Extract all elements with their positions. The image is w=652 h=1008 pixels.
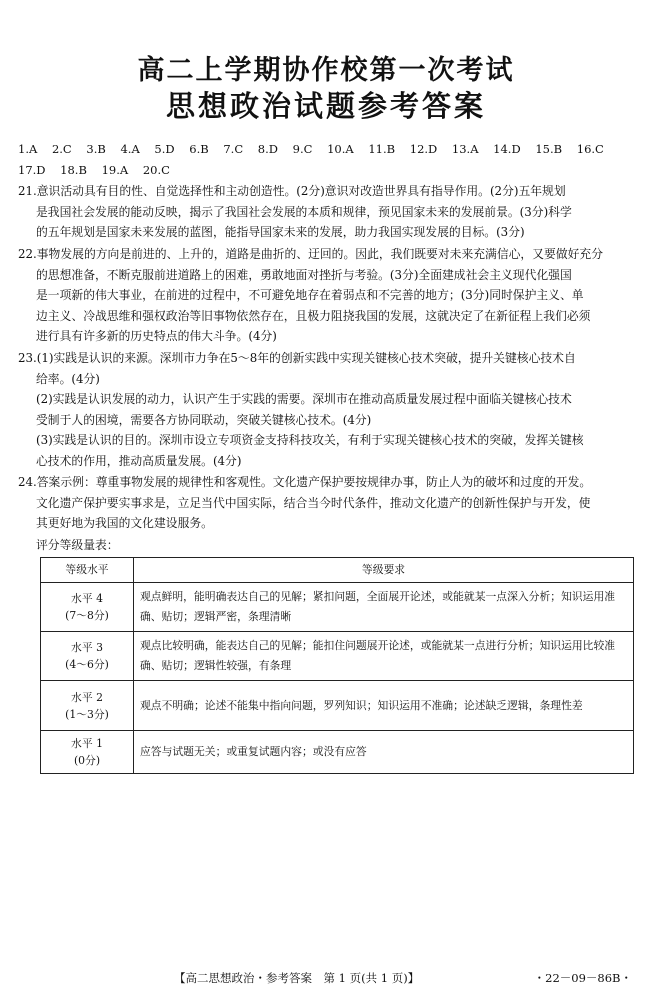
mc-answer: 19.A [101, 163, 129, 177]
level-points: (4～6分) [65, 658, 109, 671]
answer-line: 进行具有许多新的历史特点的伟大斗争。(4分) [36, 329, 277, 343]
level-name: 水平 3 [71, 641, 103, 654]
answer-line: 边主义、冷战思维和强权政治等旧事物依然存在，且极力阻挠我国的发展，这就决定了在新征程上我们必须 [36, 308, 591, 323]
table-row [41, 632, 634, 681]
mc-answer: 1.A [18, 142, 38, 156]
level-cell [41, 583, 134, 632]
level-cell [41, 632, 134, 681]
answer-line: 的思想准备，不断克服前进道路上的困难，勇敢地面对挫折与考验。(3分)全面建成社会主义现代化强国 [36, 267, 572, 282]
level-name: 水平 1 [71, 737, 103, 750]
mc-answers-row-1 [18, 139, 638, 160]
level-points: (1～3分) [65, 707, 109, 721]
answer-line: (2)实践是认识发展的动力，认识产生于实践的需要。深圳市在推动高质量发展过程中面临关键核心技术 [36, 392, 572, 406]
header-level: 等级水平 [41, 558, 134, 583]
level-cell [41, 731, 134, 774]
mc-answer: 5.D [154, 142, 175, 156]
answer-line: 是一项新的伟大事业，在前进的过程中，不可避免地存在着弱点和不完善的地方；(3分)同时保护主义、单 [36, 288, 584, 302]
table-row [41, 681, 634, 731]
mc-answer: 15.B [535, 142, 563, 156]
mc-answer: 16.C [576, 142, 604, 156]
mc-answer: 6.B [189, 142, 209, 156]
answer-line: 受制于人的困境，需要各方协同联动，突破关键核心技术。(4分) [36, 412, 372, 427]
level-name: 水平 4 [71, 592, 103, 605]
answer-q24 [18, 472, 638, 534]
answer-q23 [18, 348, 638, 471]
mc-answer: 12.D [409, 142, 438, 156]
footer-code: ・22－09－86B・ [533, 971, 632, 985]
answer-line: 24.答案示例：尊重事物发展的规律性和客观性。文化遗产保护要按规律办事，防止人为的破坏和过度的开发。 [18, 475, 592, 489]
table-header-row [41, 558, 634, 583]
mc-answer: 7.C [223, 142, 244, 156]
mc-answer: 18.B [60, 163, 87, 177]
grading-scale-table [40, 557, 634, 774]
answer-line: 文化遗产保护要实事求是，立足当代中国实际，结合当今时代条件，推动文化遗产的创新性保护与开发，使 [36, 495, 591, 510]
footer-page-info: 【高二思想政治・参考答案 第 1 页(共 1 页)】 [174, 971, 420, 985]
answer-q21 [18, 181, 638, 243]
level-cell [41, 681, 134, 731]
mc-answer: 4.A [120, 142, 140, 156]
mc-answer: 8.D [257, 142, 278, 156]
scale-caption: 评分等级量表： [36, 538, 119, 552]
level-name: 水平 2 [71, 690, 103, 704]
mc-answer: 3.B [86, 142, 106, 156]
mc-answer: 2.C [51, 142, 72, 156]
answer-line: 给率。(4分) [36, 371, 100, 386]
mc-answer: 10.A [327, 142, 354, 156]
page-title: 高二上学期协作校第一次考试 [137, 55, 515, 86]
requirement-cell: 应答与试题无关；或重复试题内容；或没有应答 [134, 731, 634, 774]
answer-line: 心技术的作用，推动高质量发展。(4分) [36, 453, 242, 468]
answer-line: (3)实践是认识的目的。深圳市设立专项资金支持科技攻关，有利于实现关键核心技术的突破，发挥关键核 [36, 433, 584, 447]
answer-line: 是我国社会发展的能动反映，揭示了我国社会发展的本质和规律，预见国家未来的发展前景。(3分)科学 [36, 204, 572, 219]
level-points: (0分) [73, 754, 101, 767]
header-requirement: 等级要求 [134, 558, 634, 583]
answer-line: 其更好地为我国的文化建设服务。 [36, 516, 213, 530]
level-points: (7～8分) [65, 609, 109, 622]
answer-line: 的五年规划是国家未来发展的蓝图，能指导国家未来的发展，助力我国实现发展的目标。(3分) [36, 225, 525, 239]
requirement-cell: 观点不明确；论述不能集中指向问题，罗列知识；知识运用不准确；论述缺乏逻辑，条理性差 [134, 681, 634, 731]
table-row [41, 731, 634, 774]
mc-answer: 14.D [493, 142, 521, 156]
table-row [41, 583, 634, 632]
mc-answer: 11.B [368, 142, 396, 156]
requirement-cell: 观点鲜明，能明确表达自己的见解；紧扣问题，全面展开论述，或能就某一点深入分析；知识运用准确、贴切；逻辑严密，条理清晰 [134, 583, 634, 632]
requirement-cell: 观点比较明确，能表达自己的见解；能扣住问题展开论述，或能就某一点进行分析；知识运用比较准确、贴切；逻辑性较强，有条理 [134, 632, 634, 681]
answer-line: 23.(1)实践是认识的来源。深圳市力争在5～8年的创新实践中实现关键核心技术突破，提升关键核心技术自 [18, 351, 576, 365]
answer-q22 [18, 244, 638, 347]
mc-answer: 13.A [451, 142, 479, 156]
mc-answer: 20.C [142, 163, 170, 177]
page-subtitle: 思想政治试题参考答案 [165, 89, 486, 123]
answer-line: 21.意识活动具有目的性、自觉选择性和主动创造性。(2分)意识对改造世界具有指导作用。(2分)五年规划 [18, 184, 566, 198]
mc-answer: 9.C [292, 142, 313, 156]
mc-answers-row-2 [18, 160, 638, 181]
answer-line: 22.事物发展的方向是前进的、上升的，道路是曲折的、迂回的。因此，我们既要对未来充满信心，又要做好充分 [18, 247, 604, 261]
mc-answer: 17.D [18, 163, 46, 177]
